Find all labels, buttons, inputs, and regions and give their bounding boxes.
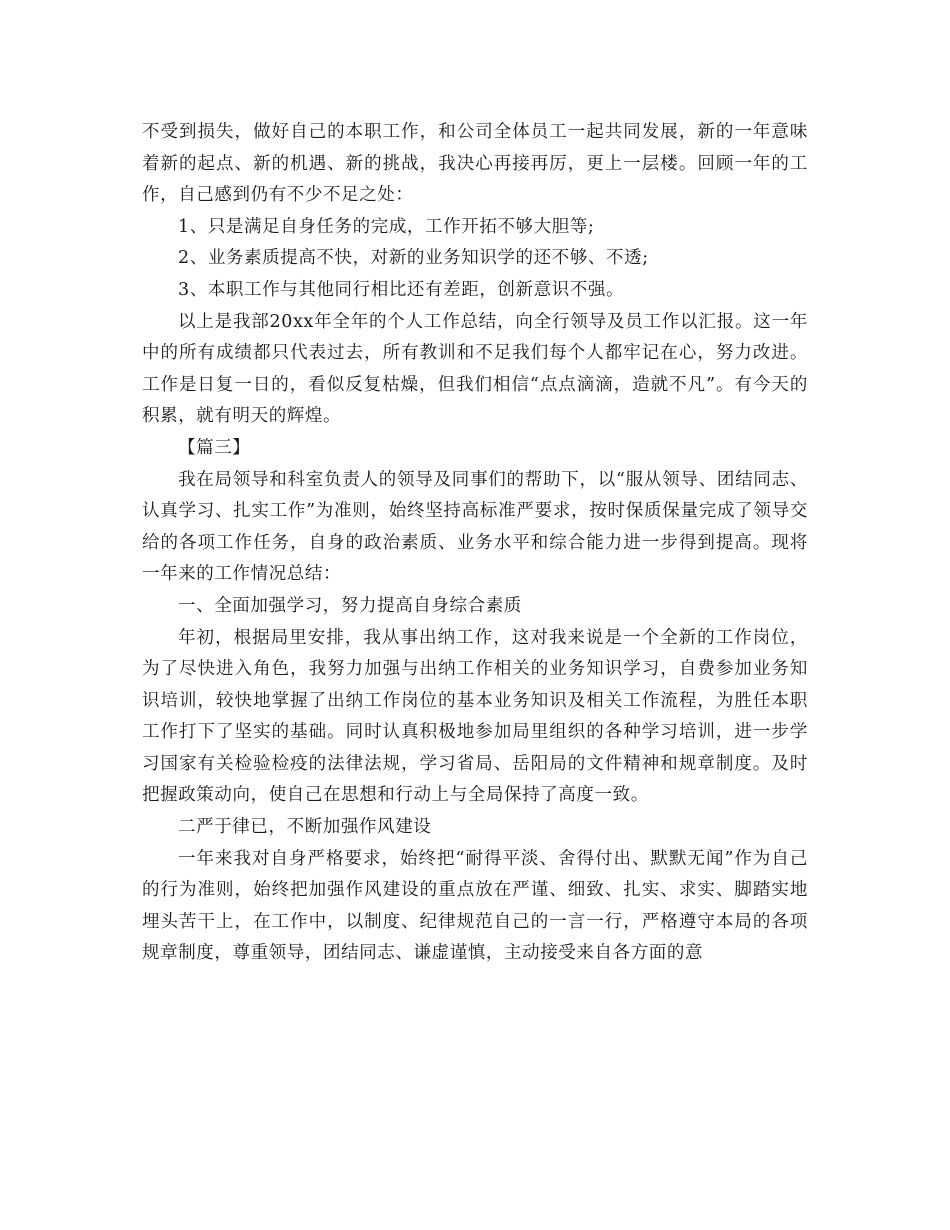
paragraph-study: 年初，根据局里安排，我从事出纳工作，这对我来说是一个全新的工作岗位，为了尽快进入角色，我努力加强与出纳工作相关的业务知识学习，自费参加业务知识培训，较快地掌握了出纳工作岗位的基本业务知识及相关工作流程，为胜任本职工作打下了坚实的基础。同时认真积极地参加局里组织的各种学习培训，进一步学习国家有关检验检疫的法律法规，学习省局、岳阳局的文件精神和规章制度。及时把握政策动向，使自己在思想和行动上与全局保持了高度一致。	[142, 627, 808, 806]
list-item-shortcoming-3: 3、本职工作与其他同行相比还有差距，创新意识不强。	[178, 279, 625, 300]
paragraph-part-three-intro: 我在局领导和科室负责人的领导及同事们的帮助下，以“服从领导、团结同志、认真学习、扎实工作”为准则，始终坚持高标准严要求，按时保质保量完成了领导交给的各项工作任务，自身的政治素质、业务水平和综合能力进一步得到提高。现将一年来的工作情况总结：	[142, 469, 808, 585]
document-body	[142, 117, 808, 970]
subheading-discipline: 二严于律已，不断加强作风建设	[178, 817, 432, 838]
paragraph-discipline: 一年来我对自身严格要求，始终把“耐得平淡、舍得付出、默默无闻”作为自己的行为准则，始终把加强作风建设的重点放在严谨、细致、扎实、求实、脚踏实地埋头苦干上，在工作中，以制度、纪律规范自己的一言一行，严格遵守本局的各项规章制度，尊重领导，团结同志、谦虚谨慎，主动接受来自各方面的意	[142, 848, 808, 964]
section-heading-part-three: 【篇三】	[178, 437, 251, 458]
subheading-study: 一、全面加强学习，努力提高自身综合素质	[178, 595, 522, 616]
paragraph-summary-conclusion: 以上是我部20xx年全年的个人工作总结，向全行领导及员工作以汇报。这一年中的所有成绩都只代表过去，所有教训和不足我们每个人都牢记在心，努力改进。工作是日复一日的，看似反复枯燥，但我们相信“点点滴滴，造就不凡”。有今天的积累，就有明天的辉煌。	[142, 311, 808, 427]
list-item-shortcoming-2: 2、业务素质提高不快，对新的业务知识学的还不够、不透;	[178, 248, 649, 269]
paragraph-intro-continuation: 不受到损失，做好自己的本职工作，和公司全体员工一起共同发展，新的一年意味着新的起点、新的机遇、新的挑战，我决心再接再厉，更上一层楼。回顾一年的工作，自己感到仍有不少不足之处：	[142, 122, 808, 206]
list-item-shortcoming-1: 1、只是满足自身任务的完成，工作开拓不够大胆等;	[178, 216, 595, 237]
